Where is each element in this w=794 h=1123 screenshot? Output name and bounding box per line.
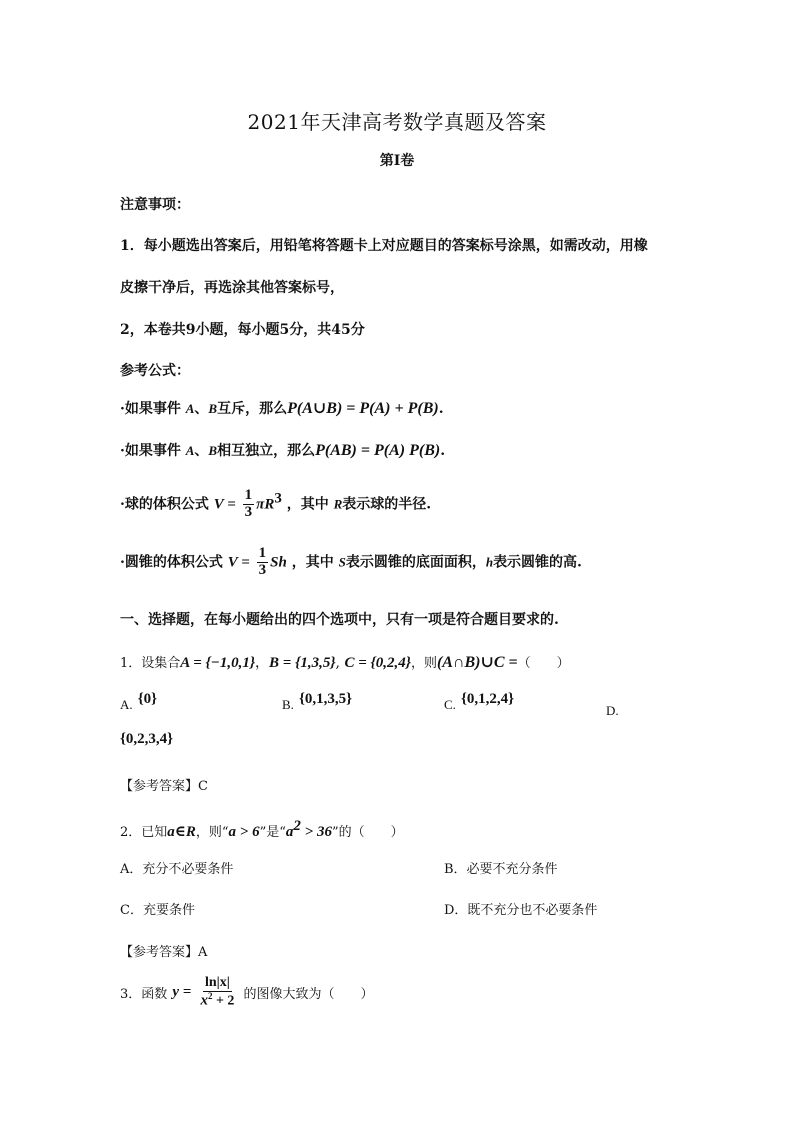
- question-1-stem: [120, 652, 570, 672]
- formula-text: 互斥，那么: [217, 401, 288, 417]
- question-1-option-b[interactable]: [282, 691, 353, 714]
- question-2-option-d[interactable]: D．既不充分也不必要条件: [444, 903, 598, 918]
- formula-expression: P(A∪B) = P(A) + P(B): [287, 400, 439, 417]
- period: .: [440, 443, 446, 459]
- event-b: B: [208, 401, 218, 416]
- set-c: C = {0,2,4}: [344, 655, 411, 671]
- base: x: [200, 992, 208, 1009]
- separator: 、: [194, 443, 209, 459]
- condition: a∈R: [167, 824, 196, 840]
- question-text: ，则“: [195, 825, 229, 840]
- exponent: 2: [207, 990, 213, 1001]
- option-label: C.: [444, 697, 456, 712]
- event-a: A: [185, 401, 195, 416]
- formulas-heading: 参考公式：: [120, 363, 190, 379]
- question-2-option-c[interactable]: C．充要条件: [120, 903, 195, 918]
- option-label: D.: [606, 703, 619, 718]
- numerator: ln|x|: [205, 975, 230, 990]
- volume-heading: 第I卷: [379, 153, 415, 169]
- formula-text: 表示圆锥的高.: [493, 554, 582, 571]
- formula-text: ，其中: [286, 496, 334, 513]
- question-text: ”是“: [259, 825, 286, 840]
- formula-text: 表示球的半径.: [342, 496, 432, 513]
- question-2-option-a[interactable]: A．充分不必要条件: [120, 862, 234, 877]
- formula-text: ·如果事件: [120, 443, 186, 459]
- base: a: [285, 824, 294, 840]
- period: .: [438, 401, 444, 417]
- fraction: [198, 976, 236, 1009]
- question-2-stem: [120, 818, 404, 841]
- section-heading: 一、选择题，在每小题给出的四个选项中，只有一项是符合题目要求的.: [120, 612, 559, 628]
- formula-text: 相互独立，那么: [217, 443, 316, 459]
- formula-text: ·球的体积公式: [120, 496, 209, 513]
- option-label: B.: [282, 697, 294, 712]
- question-2-answer: 【参考答案】A: [120, 945, 208, 960]
- question-text: 3．函数: [120, 987, 168, 1003]
- set-a: A = {−1,0,1}: [180, 655, 256, 671]
- fraction: [243, 488, 255, 521]
- option-value: {0,1,3,5}: [299, 691, 353, 707]
- formula-lhs: V =: [213, 496, 236, 513]
- numerator: 1: [244, 487, 253, 503]
- question-1-answer: 【参考答案】C: [120, 779, 208, 794]
- question-2-option-b[interactable]: B．必要不充分条件: [444, 862, 558, 877]
- variable: S: [338, 554, 346, 570]
- separator: 、: [194, 401, 209, 417]
- question-text: ，则: [410, 656, 437, 671]
- question-text: （ ）: [517, 656, 570, 671]
- question-text: 2．已知: [120, 825, 168, 840]
- formula-independent: [120, 440, 445, 460]
- separator: ,: [335, 655, 345, 671]
- question-1-option-a[interactable]: [120, 691, 158, 714]
- option-value: {0,1,2,4}: [461, 691, 515, 707]
- question-1-option-d[interactable]: [606, 700, 619, 719]
- function-lhs: y =: [172, 984, 192, 1001]
- denominator: 3: [244, 503, 253, 520]
- denominator: 3: [258, 561, 267, 578]
- event-a: A: [185, 443, 195, 458]
- question-1-option-d-value: {0,2,3,4}: [120, 731, 174, 747]
- formula-rhs: πR: [256, 496, 275, 513]
- page-title: 2021年天津高考数学真题及答案: [247, 110, 547, 134]
- formula-rhs: Sh: [270, 554, 287, 571]
- option-label: A.: [120, 697, 133, 712]
- option-value: {0}: [137, 691, 158, 707]
- set-b: B = {1,3,5}: [269, 655, 336, 671]
- formula-text: ·圆锥的体积公式: [120, 554, 223, 571]
- formula-text: ，其中: [291, 554, 339, 571]
- notice-heading: 注意事项：: [120, 197, 190, 213]
- exponent: 3: [274, 490, 282, 507]
- exponent: 2: [293, 818, 301, 834]
- denominator: [198, 992, 236, 1009]
- formula-sphere-volume: [120, 488, 431, 521]
- formula-lhs: V =: [227, 554, 250, 571]
- set-expression: (A∩B)∪C =: [436, 654, 518, 671]
- proposition-2: [285, 818, 332, 840]
- proposition-1: a > 6: [228, 824, 260, 840]
- formula-cone-volume: [120, 546, 582, 579]
- notice-item-2: 2，本卷共9小题，每小题5分，共45分: [120, 322, 365, 338]
- question-text: ”的（ ）: [331, 825, 404, 840]
- question-1-option-c[interactable]: [444, 691, 515, 714]
- numerator: 1: [258, 545, 267, 561]
- question-text: 1．设集合: [120, 656, 181, 671]
- formula-text: ·如果事件: [120, 401, 186, 417]
- formula-text: 表示圆锥的底面面积，: [345, 554, 486, 571]
- separator: ，: [255, 655, 270, 671]
- notice-item-1b: 皮擦干净后，再选涂其他答案标号，: [120, 280, 344, 296]
- question-text: 的图像大致为（ ）: [243, 987, 374, 1003]
- event-b: B: [208, 443, 218, 458]
- formula-mutually-exclusive: [120, 398, 444, 418]
- notice-item-1a: 1．每小题选出答案后，用铅笔将答题卡上对应题目的答案标号涂黑，如需改动，用橡: [120, 238, 648, 254]
- rest: + 2: [212, 993, 235, 1009]
- variable: R: [333, 496, 343, 512]
- question-3-stem: [120, 976, 374, 1009]
- formula-expression: P(AB) = P(A) P(B): [315, 442, 441, 459]
- fraction: [257, 546, 269, 579]
- rest: > 36: [300, 824, 332, 840]
- variable: h: [485, 554, 494, 570]
